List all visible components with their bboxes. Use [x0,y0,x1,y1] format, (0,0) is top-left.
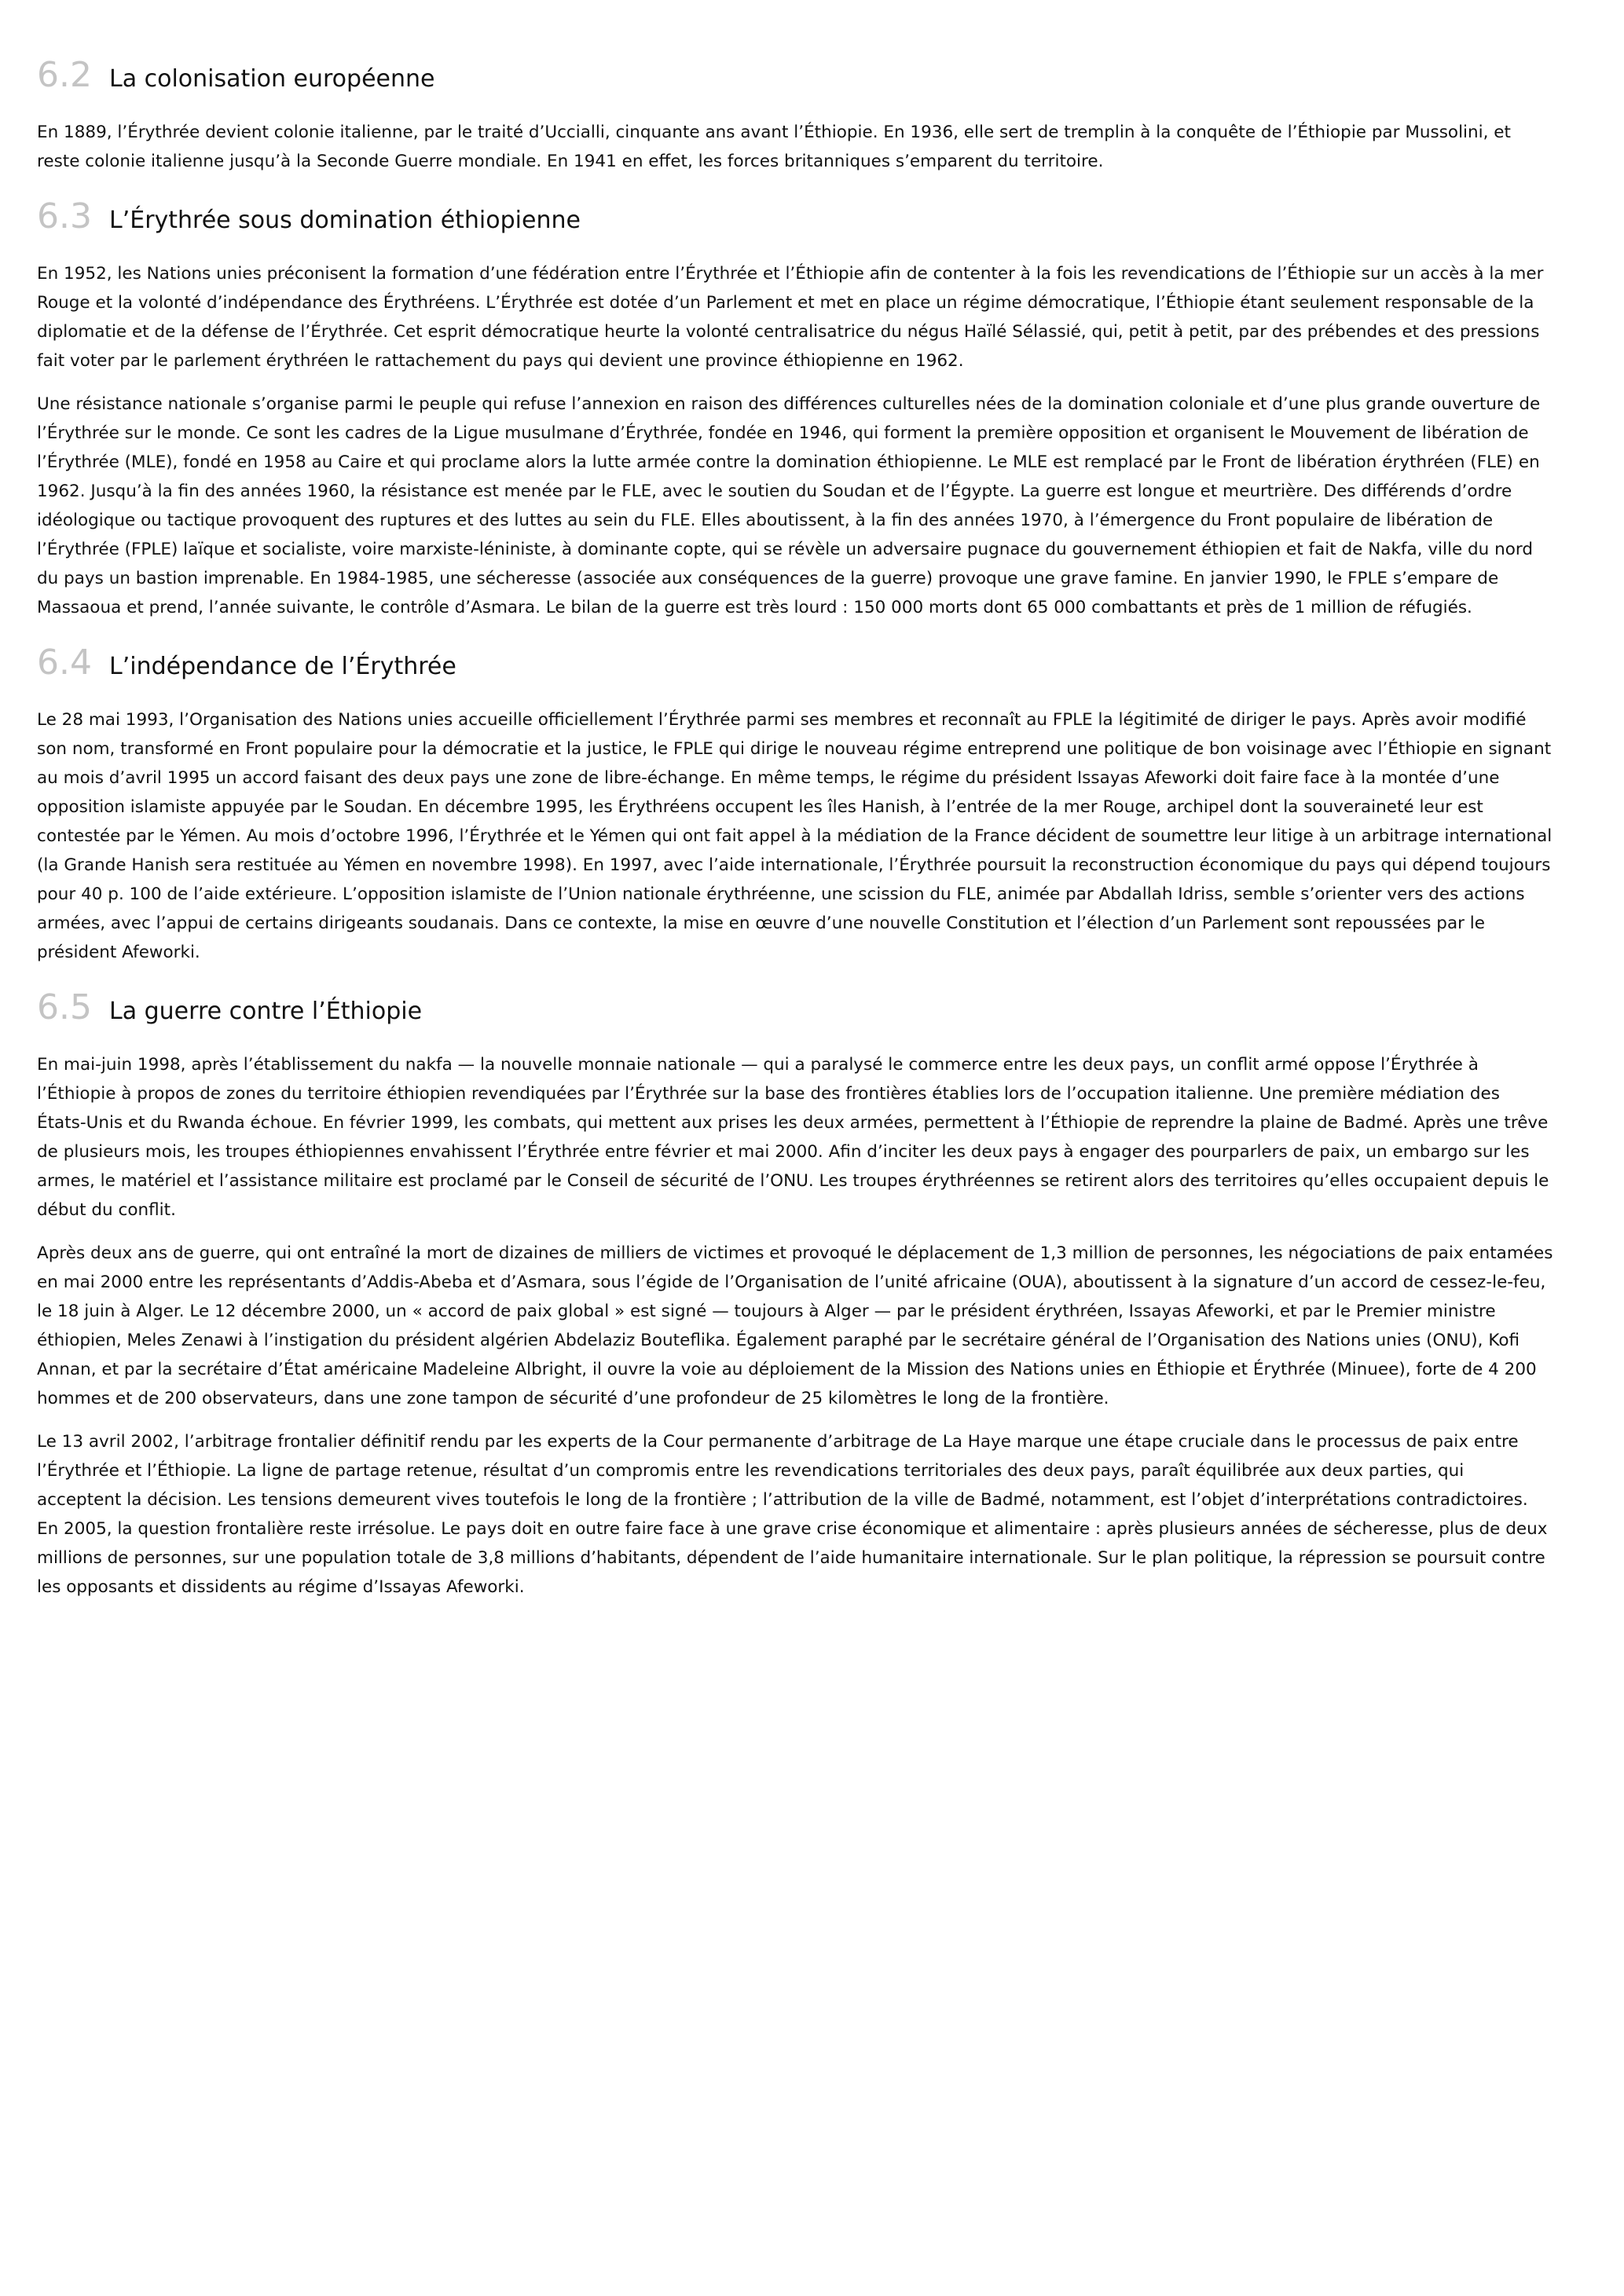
section-number: 6.4 [37,643,92,683]
section-heading [37,53,1553,97]
paragraph: En mai-juin 1998, après l’établissement du nakfa — la nouvelle monnaie nationale — qui a paralysé le commerce entre les deux pays, un conflit armé oppose l’Érythrée à l’Éthiopie à propos de zones du territoire éthiopien revendiquées par l’Érythrée sur la base des frontières établies lors de l’occupation italienne. Une première médiation des États-Unis et du Rwanda échoue. En février 1999, les combats, qui mettent aux prises les deux armées, permettent à l’Éthiopie de reprendre la plaine de Badmé. Après une trêve de plusieurs mois, les troupes éthiopiennes envahissent l’Érythrée entre février et mai 2000. Afin d’inciter les deux pays à engager des pourparlers de paix, un embargo sur les armes, le matériel et l’assistance militaire est proclamé par le Conseil de sécurité de l’ONU. Les troupes érythréennes se retirent alors des territoires qu’elles occupaient depuis le début du conflit. [37,1055,1549,1220]
section-title: La guerre contre l’Éthiopie [108,998,423,1025]
section-heading [37,641,1553,685]
paragraph: Après deux ans de guerre, qui ont entraîné la mort de dizaines de milliers de victimes et provoqué le déplacement de 1,3 million de personnes, les négociations de paix entamées en mai 2000 entre les représentants d’Addis-Abeba et d’Asmara, sous l’égide de l’Organisation de l’unité africaine (OUA), aboutissent à la signature d’un accord de cessez-le-feu, le 18 juin à Alger. Le 12 décembre 2000, un « accord de paix global » est signé — toujours à Alger — par le président érythréen, Issayas Afeworki, et par le Premier ministre éthiopien, Meles Zenawi à l’instigation du président algérien Abdelaziz Bouteflika. Également paraphé par le secrétaire général de l’Organisation des Nations unies (ONU), Kofi Annan, et par la secrétaire d’État américaine Madeleine Albright, il ouvre la voie au déploiement de la Mission des Nations unies en Éthiopie et Érythrée (Minuee), forte de 4 200 hommes et de 200 observateurs, dans une zone tampon de sécurité d’une profondeur de 25 kilomètres le long de la frontière. [37,1243,1553,1408]
paragraph: Le 13 avril 2002, l’arbitrage frontalier définitif rendu par les experts de la Cour permanente d’arbitrage de La Haye marque une étape cruciale dans le processus de paix entre l’Érythrée et l’Éthiopie. La ligne de partage retenue, résultat d’un compromis entre les revendications territoriales des deux pays, paraît équilibrée aux deux parties, qui acceptent la décision. Les tensions demeurent vives toutefois le long de la frontière ; l’attribution de la ville de Badmé, notamment, est l’objet d’interprétations contradictoires. En 2005, la question frontalière reste irrésolue. Le pays doit en outre faire face à une grave crise économique et alimentaire : après plusieurs années de sécheresse, plus de deux millions de personnes, sur une population totale de 3,8 millions d’habitants, dépendent de l’aide humanitaire internationale. Sur le plan politique, la répression se poursuit contre les opposants et dissidents au régime d’Issayas Afeworki. [37,1432,1548,1597]
section-title: La colonisation européenne [108,65,435,93]
paragraph: Une résistance nationale s’organise parmi le peuple qui refuse l’annexion en raison des différences culturelles nées de la domination coloniale et d’une plus grande ouverture de l’Érythrée sur le monde. Ce sont les cadres de la Ligue musulmane d’Érythrée, fondée en 1946, qui forment la première opposition et organisent le Mouvement de libération de l’Érythrée (MLE), fondé en 1958 au Caire et qui proclame alors la lutte armée contre la domination éthiopienne. Le MLE est remplacé par le Front de libération érythréen (FLE) en 1962. Jusqu’à la fin des années 1960, la résistance est menée par le FLE, avec le soutien du Soudan et de l’Égypte. La guerre est longue et meurtrière. Des différends d’ordre idéologique ou tactique provoquent des ruptures et des luttes au sein du FLE. Elles aboutissent, à la fin des années 1970, à l’émergence du Front populaire de libération de l’Érythrée (FPLE) laïque et socialiste, voire marxiste-léniniste, à dominante copte, qui se révèle un adversaire pugnace du gouvernement éthiopien et fait de Nakfa, ville du nord du pays un bastion imprenable. En 1984-1985, une sécheresse (associée aux conséquences de la guerre) provoque une grave famine. En janvier 1990, le FPLE s’empare de Massaoua et prend, l’année suivante, le contrôle d’Asmara. Le bilan de la guerre est très lourd : 150 000 morts dont 65 000 combattants et près de 1 million de réfugiés. [37,394,1541,617]
section-6-5 [37,986,1553,1602]
section-title: L’indépendance de l’Érythrée [108,653,456,680]
section-heading [37,195,1553,239]
section-number: 6.3 [37,196,92,236]
section-title: L’Érythrée sous domination éthiopienne [108,207,581,234]
paragraph: En 1889, l’Érythrée devient colonie italienne, par le traité d’Uccialli, cinquante ans avant l’Éthiopie. En 1936, elle sert de tremplin à la conquête de l’Éthiopie par Mussolini, et reste colonie italienne jusqu’à la Seconde Guerre mondiale. En 1941 en effet, les forces britanniques s’emparent du territoire. [37,123,1511,171]
section-6-3 [37,195,1553,622]
paragraph: En 1952, les Nations unies préconisent la formation d’une fédération entre l’Érythrée et l’Éthiopie afin de contenter à la fois les revendications de l’Éthiopie sur un accès à la mer Rouge et la volonté d’indépendance des Érythréens. L’Érythrée est dotée d’un Parlement et met en place un régime démocratique, l’Éthiopie étant seulement responsable de la diplomatie et de la défense de l’Érythrée. Cet esprit démocratique heurte la volonté centralisatrice du négus Haïlé Sélassié, qui, petit à petit, par des prébendes et des pressions fait voter par le parlement érythréen le rattachement du pays qui devient une province éthiopienne en 1962. [37,264,1544,371]
paragraph: Le 28 mai 1993, l’Organisation des Nations unies accueille officiellement l’Érythrée parmi ses membres et reconnaît au FPLE la légitimité de diriger le pays. Après avoir modifié son nom, transformé en Front populaire pour la démocratie et la justice, le FPLE qui dirige le nouveau régime entreprend une politique de bon voisinage avec l’Éthiopie en signant au mois d’avril 1995 un accord faisant des deux pays une zone de libre-échange. En même temps, le régime du président Issayas Afeworki doit faire face à la montée d’une opposition islamiste appuyée par le Soudan. En décembre 1995, les Érythréens occupent les îles Hanish, à l’entrée de la mer Rouge, archipel dont la souveraineté leur est contestée par le Yémen. Au mois d’octobre 1996, l’Érythrée et le Yémen qui ont fait appel à la médiation de la France décident de soumettre leur litige à un arbitrage international (la Grande Hanish sera restituée au Yémen en novembre 1998). En 1997, avec l’aide internationale, l’Érythrée poursuit la reconstruction économique du pays qui dépend toujours pour 40 p. 100 de l’aide extérieure. L’opposition islamiste de l’Union nationale érythréenne, une scission du FLE, animée par Abdallah Idriss, semble s’orienter vers des actions armées, avec l’appui de certains dirigeants soudanais. Dans ce contexte, la mise en œuvre d’une nouvelle Constitution et l’élection d’un Parlement sont repoussées par le président Afeworki. [37,710,1553,962]
section-heading [37,986,1553,1030]
section-number: 6.5 [37,987,92,1027]
section-number: 6.2 [37,55,92,95]
section-6-4 [37,641,1553,967]
section-6-2 [37,53,1553,176]
document-page [37,53,1553,1616]
